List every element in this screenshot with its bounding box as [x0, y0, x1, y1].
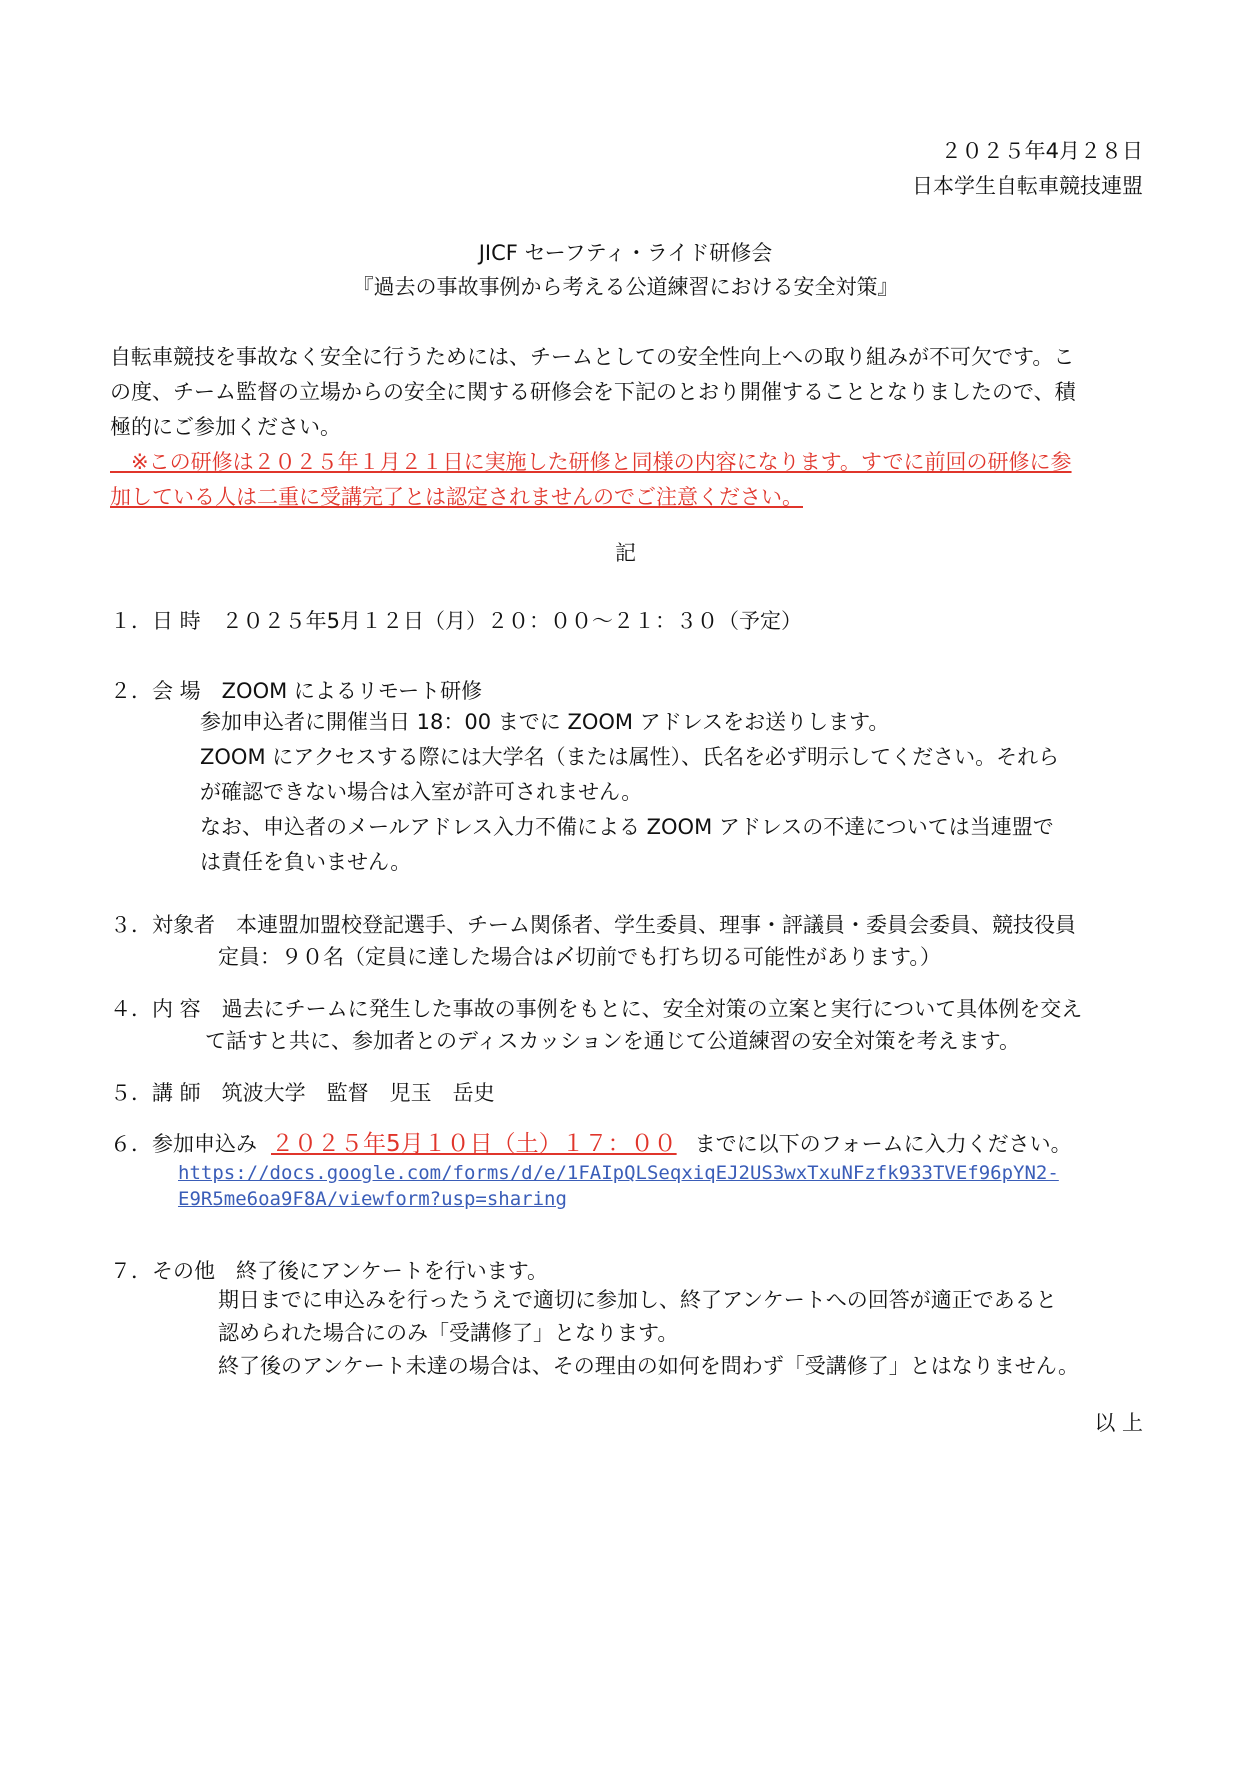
form-link-continued[interactable]: E9R5me6oa9F8A/viewform?usp=sharing — [178, 1188, 567, 1210]
item-lecturer: ５．講 師 筑波大学 監督 児玉 岳史 — [110, 1081, 495, 1105]
item-venue-heading: ２．会 場 ZOOM によるリモート研修 — [110, 679, 483, 703]
other-line: 認められた場合にのみ「受講修了」となります。 — [218, 1321, 679, 1345]
venue-line: 参加申込者に開催当日 18：00 までに ZOOM アドレスをお送りします。 — [200, 710, 890, 734]
item-other-heading: ７．その他 終了後にアンケートを行います。 — [110, 1259, 549, 1283]
item-content-line: て話すと共に、参加者とのディスカッションを通じて公道練習の安全対策を考えます。 — [205, 1029, 1021, 1053]
item-content-heading: ４．内 容 過去にチームに発生した事故の事例をもとに、安全対策の立案と実行について具体例を交え — [110, 997, 1083, 1021]
venue-line: なお、申込者のメールアドレス入力不備による ZOOM アドレスの不達については当連盟で — [200, 815, 1054, 839]
intro-line: 自転車競技を事故なく安全に行うためには、チームとしての安全性向上への取り組みが不可欠です。こ — [110, 345, 1075, 369]
notice-line: ※この研修は２０２５年１月２１日に実施した研修と同様の内容になります。すでに前回の研修に参 — [110, 450, 1072, 474]
application-label: ６．参加申込み — [110, 1132, 257, 1156]
intro-line: 極的にご参加ください。 — [110, 415, 341, 439]
item-other-details — [218, 1284, 1118, 1383]
other-line: 期日までに申込みを行ったうえで適切に参加し、終了アンケートへの回答が適正であると — [218, 1288, 1057, 1312]
venue-line: ZOOM にアクセスする際には大学名（または属性）、氏名を必ず明示してください。それら — [200, 745, 1060, 769]
item-application — [110, 1131, 1072, 1157]
venue-line: は責任を負いません。 — [200, 850, 412, 874]
form-link[interactable]: https://docs.google.com/forms/d/e/1FAIpQLSeqxiqEJ2US3wxTxuNFzfk933TVEf96pYN2- — [178, 1162, 1059, 1184]
seminar-subtitle: 『過去の事故事例から考える公道練習における安全対策』 — [352, 275, 899, 299]
intro-line: の度、チーム監督の立場からの安全に関する研修会を下記のとおり開催することとなりましたので、積 — [110, 380, 1076, 404]
item-venue-details — [200, 705, 1100, 880]
application-instruction: までに以下のフォームに入力ください。 — [694, 1132, 1072, 1156]
seminar-title: JICF セーフティ・ライド研修会 — [478, 241, 773, 265]
issuing-organization: 日本学生自転車競技連盟 — [912, 174, 1143, 198]
intro-paragraph — [110, 340, 1144, 515]
item-datetime: １．日 時 ２０２５年5月１２日（月）２０：００～２１：３０（予定） — [110, 609, 803, 633]
document-date: ２０２５年4月２８日 — [940, 139, 1143, 163]
item-target-heading: ３．対象者 本連盟加盟校登記選手、チーム関係者、学生委員、理事・評議員・委員会委員、競技役員 — [110, 913, 1076, 937]
venue-line: が確認できない場合は入室が許可されません。 — [200, 780, 643, 804]
ki-heading: 記 — [615, 541, 636, 565]
other-line: 終了後のアンケート未達の場合は、その理由の如何を問わず「受講修了」とはなりません。 — [218, 1354, 1079, 1378]
closing-mark: 以 上 — [1094, 1411, 1143, 1435]
notice-line: 加している人は二重に受講完了とは認定されませんのでご注意ください。 — [110, 485, 803, 509]
item-target-capacity: 定員：９０名（定員に達した場合は〆切前でも打ち切る可能性があります。） — [218, 945, 941, 969]
application-deadline: ２０２５年5月１０日（土）１７：００ — [271, 1131, 677, 1157]
